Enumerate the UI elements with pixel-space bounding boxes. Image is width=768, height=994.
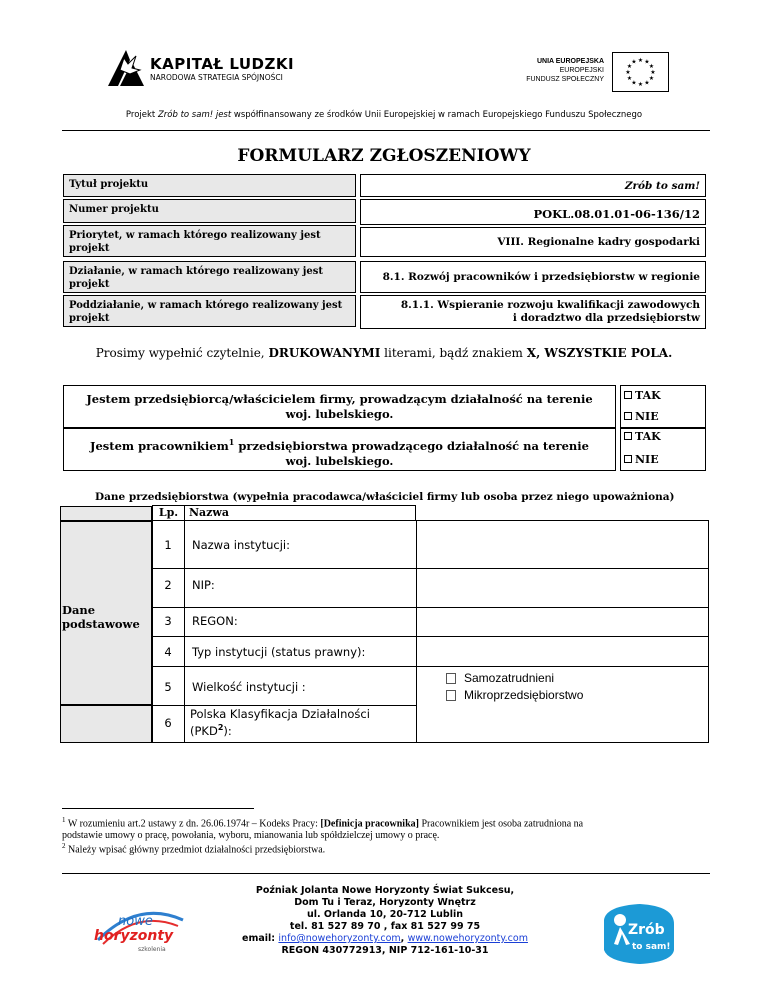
project-suffix: współfinansowany ze środków Unii Europejskiej w ramach Europejskiego Funduszu Społecznego — [233, 110, 643, 120]
info-label-number: Numer projektu — [63, 199, 356, 223]
row-2-number: 2 — [164, 578, 172, 592]
declaration-owner-line2: woj. lubelskiego. — [285, 407, 394, 421]
kapital-ludzki-logo — [106, 48, 146, 88]
col-name: Nazwa — [184, 505, 416, 521]
row-divider-4 — [152, 666, 709, 667]
row-1-label: Nazwa instytucji: — [192, 538, 290, 552]
ue-text — [480, 57, 604, 84]
svg-text:★: ★ — [644, 58, 650, 66]
footer-line2: Dom Tu i Teraz, Horyzonty Wnętrz — [294, 897, 476, 908]
svg-text:★: ★ — [637, 57, 644, 64]
col-lp: Lp. — [152, 505, 184, 521]
svg-text:★: ★ — [626, 63, 633, 70]
declaration-owner-line1: Jestem przedsiębiorcą/właścicielem firmy, prowadzącym działalność na terenie — [86, 392, 593, 406]
ue-line1: UNIA EUROPEJSKA — [536, 58, 604, 65]
project-name: Zrób to sam! jest — [157, 110, 232, 120]
row-divider-3 — [152, 636, 709, 637]
declaration-employee-line2: woj. lubelskiego. — [285, 453, 394, 468]
micro-label: Mikroprzedsiębiorstwo — [464, 688, 584, 702]
instruction-part4: X, WSZYSTKIE POLA. — [526, 346, 673, 360]
footnote-ref-2: 2 — [217, 723, 224, 732]
footnote-1 — [62, 814, 712, 842]
employee-yes-option[interactable] — [624, 430, 661, 443]
regon-input[interactable] — [418, 609, 707, 635]
footer-line3: ul. Orlanda 10, 20-712 Lublin — [307, 909, 463, 920]
logo-nowe-text: nowe — [118, 914, 153, 929]
owner-yes-label: TAK — [635, 389, 661, 402]
employee-yes-checkbox[interactable] — [624, 432, 632, 440]
row-5-number: 5 — [164, 680, 172, 694]
svg-text:★: ★ — [648, 63, 655, 70]
section-label-line1: Dane — [62, 603, 96, 617]
row-divider-5 — [152, 705, 417, 706]
footnote-2 — [62, 840, 712, 856]
footer-email-label: email: — [242, 933, 276, 944]
row-4-number: 4 — [164, 645, 172, 659]
eu-stars-icon — [613, 53, 668, 91]
svg-text:★: ★ — [650, 69, 656, 76]
header-divider — [62, 130, 710, 131]
info-value-title: Zrób to sam! — [360, 174, 706, 197]
footer-contact — [200, 885, 570, 957]
col-divider-1 — [184, 521, 185, 743]
row-divider-6 — [152, 742, 709, 743]
row-4-label: Typ instytucji (status prawny): — [192, 645, 366, 659]
owner-no-checkbox[interactable] — [624, 412, 632, 420]
micro-checkbox[interactable] — [446, 690, 456, 701]
row-3-label: REGON: — [192, 614, 238, 628]
logo-horyzonty-text: horyzonty — [94, 928, 174, 944]
footnote-1-d: podstawie umowy o pracę, powołania, wyboru, mianowania lub spółdzielczej umowy o pracę. — [62, 830, 440, 842]
kapital-ludzki-wordmark — [150, 55, 294, 82]
nowe-horyzonty-logo — [88, 900, 188, 960]
header-blank-cell — [60, 506, 152, 521]
email-link[interactable]: info@nowehoryzonty.com — [278, 933, 401, 944]
footnote-2-number: 2 — [62, 842, 66, 850]
svg-text:★: ★ — [631, 58, 637, 66]
ue-line3: FUNDUSZ SPOŁECZNY — [526, 76, 604, 83]
website-link[interactable]: www.nowehoryzonty.com — [407, 933, 528, 944]
employee-yes-label: TAK — [635, 430, 661, 443]
row-5-label: Wielkość instytucji : — [192, 680, 306, 694]
row-2-label: NIP: — [192, 578, 215, 592]
kl-title: KAPITAŁ LUDZKI — [150, 55, 295, 73]
footnote-2-text: Należy wpisać główny przedmiot działalności przedsiębiorstwa. — [68, 844, 326, 856]
nip-input[interactable] — [418, 570, 707, 606]
size-option-micro[interactable] — [446, 688, 583, 702]
kapital-ludzki-emblem-icon — [106, 48, 146, 88]
section-cell-pkd — [60, 705, 152, 743]
svg-text:★: ★ — [626, 75, 633, 82]
info-value-number: POKL.08.01.01-06-136/12 — [360, 199, 706, 225]
svg-text:★: ★ — [637, 81, 644, 88]
info-label-priority: Priorytet, w ramach którego realizowany jest projekt — [63, 225, 356, 257]
svg-text:★: ★ — [648, 75, 655, 82]
info-label-action: Działanie, w ramach którego realizowany jest projekt — [63, 261, 356, 293]
info-value-subaction-line1: 8.1.1. Wspieranie rozwoju kwalifikacji zawodowych — [400, 299, 700, 311]
eu-flag — [612, 52, 669, 92]
self-employed-label: Samozatrudnieni — [464, 671, 555, 685]
owner-yes-option[interactable] — [624, 389, 661, 402]
employee-no-label: NIE — [635, 453, 659, 466]
footer-sep: , — [400, 933, 405, 944]
zrob-to-sam-logo — [600, 900, 678, 966]
section-label-line2: podstawowe — [62, 617, 140, 631]
logo-zrob-text: Zrób — [628, 922, 665, 938]
footnote-1-b: [Definicja pracownika] — [320, 818, 419, 830]
page-title: FORMULARZ ZGŁOSZENIOWY — [237, 146, 531, 166]
company-table-caption: Dane przedsiębiorstwa (wypełnia pracodawca/właściciel firmy lub osoba przez niego upoważniona) — [95, 491, 675, 503]
info-value-subaction — [360, 295, 706, 329]
instruction-part1: Prosimy wypełnić czytelnie, — [95, 346, 265, 360]
institution-name-input[interactable] — [418, 523, 707, 567]
footnote-separator — [62, 808, 254, 809]
pkd-input[interactable] — [418, 707, 707, 741]
owner-yes-checkbox[interactable] — [624, 391, 632, 399]
logo-szkolenia-text: szkolenia — [138, 946, 166, 953]
row-6-number: 6 — [164, 716, 172, 730]
footer-line6: REGON 430772913, NIP 712-161-10-31 — [281, 945, 489, 956]
row-divider-2 — [152, 607, 709, 608]
footnote-ref-1: 1 — [228, 437, 235, 447]
footer-line4: tel. 81 527 89 70 , fax 81 527 99 75 — [289, 921, 481, 932]
kl-subtitle: NARODOWA STRATEGIA SPÓJNOŚCI — [150, 73, 283, 82]
svg-text:★: ★ — [625, 69, 631, 76]
info-label-title: Tytuł projektu — [63, 174, 356, 197]
project-prefix: Projekt — [125, 110, 156, 120]
declaration-owner-text — [63, 392, 616, 422]
footer-divider — [62, 873, 710, 874]
row-divider-1 — [152, 568, 709, 569]
owner-no-option[interactable] — [624, 410, 659, 423]
ue-line2: EUROPEJSKI — [559, 67, 604, 74]
info-label-subaction: Poddziałanie, w ramach którego realizowany jest projekt — [63, 295, 356, 327]
instruction-part3: literami, bądź znakiem — [384, 346, 523, 360]
self-employed-checkbox[interactable] — [446, 673, 456, 684]
row-1-number: 1 — [164, 538, 172, 552]
employee-no-checkbox[interactable] — [624, 455, 632, 463]
svg-text:★: ★ — [644, 79, 650, 87]
logo-tosam-text: to sam! — [632, 942, 671, 952]
info-value-priority: VIII. Regionalne kadry gospodarki — [360, 227, 706, 257]
owner-no-label: NIE — [635, 410, 659, 423]
section-label-basic — [62, 603, 140, 631]
declaration-employee-line1a: Jestem pracownikiem — [90, 438, 229, 453]
declaration-employee-line1b: przedsiębiorstwa prowadzącego działalność na terenie — [238, 438, 589, 453]
svg-text:★: ★ — [631, 79, 637, 87]
info-value-subaction-line2: i doradztwo dla przedsiębiorstw — [512, 312, 700, 324]
declaration-employee-text — [63, 435, 616, 469]
footnote-1-a: W rozumieniu art.2 ustawy z dn. 26.06.1974r – Kodeks Pracy: — [67, 818, 318, 830]
row-6-label — [190, 707, 370, 738]
footer-line1: Poźniak Jolanta Nowe Horyzonty Świat Sukcesu, — [255, 885, 515, 896]
employee-no-option[interactable] — [624, 453, 659, 466]
info-value-action: 8.1. Rozwój pracowników i przedsiębiorstw w regionie — [360, 261, 706, 293]
row-3-number: 3 — [164, 614, 172, 628]
row-6-label-line2: (PKD — [190, 723, 218, 738]
instruction-part2: DRUKOWANYMI — [268, 346, 381, 360]
size-option-self-employed[interactable] — [446, 671, 554, 685]
row-6-label-end: ): — [223, 723, 232, 738]
fill-instruction — [0, 346, 768, 360]
footnote-1-c: Pracownikiem jest osoba zatrudniona na — [421, 818, 584, 830]
row-6-label-line1: Polska Klasyfikacja Działalności — [190, 707, 370, 721]
project-cofinancing-line — [0, 110, 768, 120]
col-divider-2 — [416, 521, 417, 743]
footnote-1-number: 1 — [62, 816, 66, 824]
legal-status-input[interactable] — [418, 638, 707, 665]
